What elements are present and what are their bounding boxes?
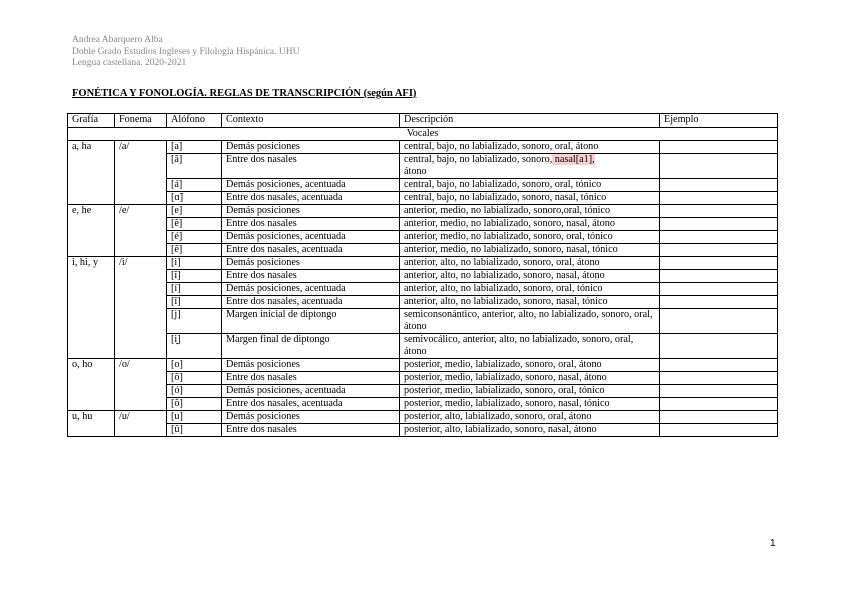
column-header-grafia: Grafía	[68, 114, 115, 128]
cell-contexto: Demás posiciones	[222, 141, 400, 154]
cell-ejemplo	[660, 283, 778, 296]
cell-descripcion: posterior, medio, labializado, sonoro, oral, átono	[400, 359, 660, 372]
cell-ejemplo	[660, 218, 778, 231]
cell-ejemplo	[660, 398, 778, 411]
table-row	[68, 231, 778, 244]
table-row	[68, 270, 778, 283]
table-row	[68, 398, 778, 411]
column-header-ejemplo: Ejemplo	[660, 114, 778, 128]
cell-descripcion: anterior, alto, no labializado, sonoro, nasal, tónico	[400, 296, 660, 309]
cell-fonema	[115, 398, 167, 411]
cell-contexto: Entre dos nasales, acentuada	[222, 244, 400, 257]
table-row	[68, 205, 778, 218]
table-row	[68, 244, 778, 257]
cell-descripcion: central, bajo, no labializado, sonoro, oral, tónico	[400, 179, 660, 192]
cell-fonema: /e/	[115, 205, 167, 218]
cell-grafia	[68, 334, 115, 359]
column-header-alofono: Alófono	[167, 114, 222, 128]
table-row	[68, 154, 778, 179]
header-degree: Doble Grado Estudios Ingleses y Filología Hispánica. UHU	[72, 46, 300, 57]
cell-grafia	[68, 296, 115, 309]
cell-alofono: [ã]	[167, 154, 222, 179]
cell-ejemplo	[660, 231, 778, 244]
column-header-fonema: Fonema	[115, 114, 167, 128]
page-title: FONÉTICA Y FONOLOGÍA. REGLAS DE TRANSCRIPCIÓN (según AFI)	[72, 88, 417, 99]
cell-ejemplo	[660, 334, 778, 359]
cell-alofono: [ó]	[167, 385, 222, 398]
cell-grafia: e, he	[68, 205, 115, 218]
cell-ejemplo	[660, 385, 778, 398]
cell-contexto: Demás posiciones, acentuada	[222, 231, 400, 244]
cell-ejemplo	[660, 359, 778, 372]
cell-ejemplo	[660, 372, 778, 385]
cell-alofono: [ẽ]	[167, 218, 222, 231]
cell-contexto: Entre dos nasales, acentuada	[222, 192, 400, 205]
cell-fonema	[115, 218, 167, 231]
cell-fonema	[115, 424, 167, 437]
cell-fonema	[115, 192, 167, 205]
cell-descripcion: posterior, alto, labializado, sonoro, nasal, átono	[400, 424, 660, 437]
cell-contexto: Demás posiciones	[222, 411, 400, 424]
cell-grafia	[68, 179, 115, 192]
cell-descripcion: anterior, alto, no labializado, sonoro, oral, tónico	[400, 283, 660, 296]
cell-alofono: [ṍ]	[167, 398, 222, 411]
cell-alofono: [ĩ́]	[167, 296, 222, 309]
cell-alofono: [á]	[167, 179, 222, 192]
cell-contexto: Demás posiciones	[222, 205, 400, 218]
cell-fonema	[115, 283, 167, 296]
cell-grafia	[68, 154, 115, 179]
cell-grafia: u, hu	[68, 411, 115, 424]
cell-grafia	[68, 385, 115, 398]
cell-descripcion: anterior, medio, no labializado, sonoro, nasal, tónico	[400, 244, 660, 257]
cell-fonema: /a/	[115, 141, 167, 154]
cell-fonema	[115, 309, 167, 334]
cell-ejemplo	[660, 141, 778, 154]
cell-ejemplo	[660, 411, 778, 424]
cell-fonema: /o/	[115, 359, 167, 372]
table-row	[68, 141, 778, 154]
cell-descripcion	[400, 154, 660, 179]
cell-grafia	[68, 309, 115, 334]
table-row	[68, 359, 778, 372]
cell-grafia	[68, 270, 115, 283]
cell-grafia	[68, 231, 115, 244]
cell-alofono: [u]	[167, 411, 222, 424]
cell-ejemplo	[660, 244, 778, 257]
cell-ejemplo	[660, 179, 778, 192]
cell-descripcion: posterior, medio, labializado, sonoro, oral, tónico	[400, 385, 660, 398]
cell-grafia	[68, 424, 115, 437]
cell-contexto: Demás posiciones	[222, 257, 400, 270]
cell-contexto: Entre dos nasales, acentuada	[222, 296, 400, 309]
cell-contexto: Entre dos nasales	[222, 218, 400, 231]
cell-grafia: o, ho	[68, 359, 115, 372]
table-row	[68, 411, 778, 424]
column-header-contexto: Contexto	[222, 114, 400, 128]
section-label-vocales: Vocales	[68, 128, 778, 141]
cell-ejemplo	[660, 154, 778, 179]
header-author: Andrea Abarquero Alba	[72, 35, 163, 45]
cell-fonema	[115, 154, 167, 179]
cell-fonema	[115, 334, 167, 359]
cell-alofono: [ẽ́]	[167, 244, 222, 257]
cell-contexto: Margen final de diptongo	[222, 334, 400, 359]
cell-fonema	[115, 231, 167, 244]
cell-fonema	[115, 244, 167, 257]
descripcion-text: central, bajo, no labializado, sonoro,	[404, 154, 553, 165]
cell-fonema	[115, 296, 167, 309]
cell-contexto: Entre dos nasales	[222, 154, 400, 179]
cell-descripcion: posterior, medio, labializado, sonoro, nasal, átono	[400, 372, 660, 385]
cell-contexto: Demás posiciones, acentuada	[222, 385, 400, 398]
cell-contexto: Entre dos nasales	[222, 424, 400, 437]
cell-fonema: /u/	[115, 411, 167, 424]
cell-fonema	[115, 385, 167, 398]
descripcion-text: átono	[404, 166, 427, 177]
cell-alofono: [i]	[167, 257, 222, 270]
cell-grafia	[68, 283, 115, 296]
table-header-row	[68, 114, 778, 128]
cell-contexto: Demás posiciones, acentuada	[222, 179, 400, 192]
table-row	[68, 283, 778, 296]
cell-grafia	[68, 244, 115, 257]
table-row	[68, 385, 778, 398]
comment-highlight[interactable]: nasal[a1],	[552, 154, 595, 165]
cell-ejemplo	[660, 424, 778, 437]
cell-descripcion: anterior, medio, no labializado, sonoro,oral, tónico	[400, 205, 660, 218]
cell-alofono: [j]	[167, 309, 222, 334]
cell-fonema	[115, 270, 167, 283]
header-course: Lengua castellana. 2020-2021	[72, 58, 187, 68]
document-header	[72, 35, 299, 70]
table-row	[68, 218, 778, 231]
cell-descripcion: anterior, medio, no labializado, sonoro, nasal, átono	[400, 218, 660, 231]
cell-alofono: [õ]	[167, 372, 222, 385]
table-row	[68, 296, 778, 309]
cell-descripcion: central, bajo, no labializado, sonoro, oral, átono	[400, 141, 660, 154]
cell-descripcion: posterior, medio, labializado, sonoro, nasal, tónico	[400, 398, 660, 411]
section-row	[68, 128, 778, 141]
transcription-table	[67, 113, 778, 437]
cell-ejemplo	[660, 270, 778, 283]
cell-alofono: [i̯]	[167, 334, 222, 359]
cell-ejemplo	[660, 309, 778, 334]
page-number: 1	[770, 538, 776, 549]
table-row	[68, 192, 778, 205]
table-row	[68, 334, 778, 359]
cell-alofono: [o]	[167, 359, 222, 372]
cell-grafia: i, hi, y	[68, 257, 115, 270]
cell-descripcion: anterior, alto, no labializado, sonoro, oral, átono	[400, 257, 660, 270]
cell-contexto: Entre dos nasales	[222, 270, 400, 283]
cell-alofono: [ĩ]	[167, 270, 222, 283]
table-row	[68, 424, 778, 437]
table-row	[68, 372, 778, 385]
cell-ejemplo	[660, 257, 778, 270]
cell-contexto: Margen inicial de diptongo	[222, 309, 400, 334]
cell-descripcion: central, bajo, no labializado, sonoro, nasal, tónico	[400, 192, 660, 205]
cell-descripcion: semivocálico, anterior, alto, no labializado, sonoro, oral, átono	[400, 334, 660, 359]
table-row	[68, 309, 778, 334]
cell-ejemplo	[660, 192, 778, 205]
cell-alofono: [ɑ̃]	[167, 192, 222, 205]
cell-grafia	[68, 398, 115, 411]
cell-contexto: Entre dos nasales	[222, 372, 400, 385]
cell-ejemplo	[660, 205, 778, 218]
cell-grafia	[68, 218, 115, 231]
cell-contexto: Demás posiciones	[222, 359, 400, 372]
cell-descripcion: anterior, alto, no labializado, sonoro, nasal, átono	[400, 270, 660, 283]
cell-contexto: Entre dos nasales, acentuada	[222, 398, 400, 411]
table-row	[68, 179, 778, 192]
cell-alofono: [e]	[167, 205, 222, 218]
cell-fonema: /i/	[115, 257, 167, 270]
cell-grafia	[68, 372, 115, 385]
cell-descripcion: semiconsonántico, anterior, alto, no labializado, sonoro, oral, átono	[400, 309, 660, 334]
cell-alofono: [ũ]	[167, 424, 222, 437]
table-row	[68, 257, 778, 270]
cell-alofono: [a]	[167, 141, 222, 154]
cell-fonema	[115, 372, 167, 385]
column-header-descripcion: Descripción	[400, 114, 660, 128]
cell-ejemplo	[660, 296, 778, 309]
cell-descripcion: posterior, alto, labializado, sonoro, oral, átono	[400, 411, 660, 424]
cell-grafia: a, ha	[68, 141, 115, 154]
cell-fonema	[115, 179, 167, 192]
cell-contexto: Demás posiciones, acentuada	[222, 283, 400, 296]
cell-alofono: [é]	[167, 231, 222, 244]
cell-grafia	[68, 192, 115, 205]
cell-descripcion: anterior, medio, no labializado, sonoro, oral, tónico	[400, 231, 660, 244]
cell-alofono: [í]	[167, 283, 222, 296]
